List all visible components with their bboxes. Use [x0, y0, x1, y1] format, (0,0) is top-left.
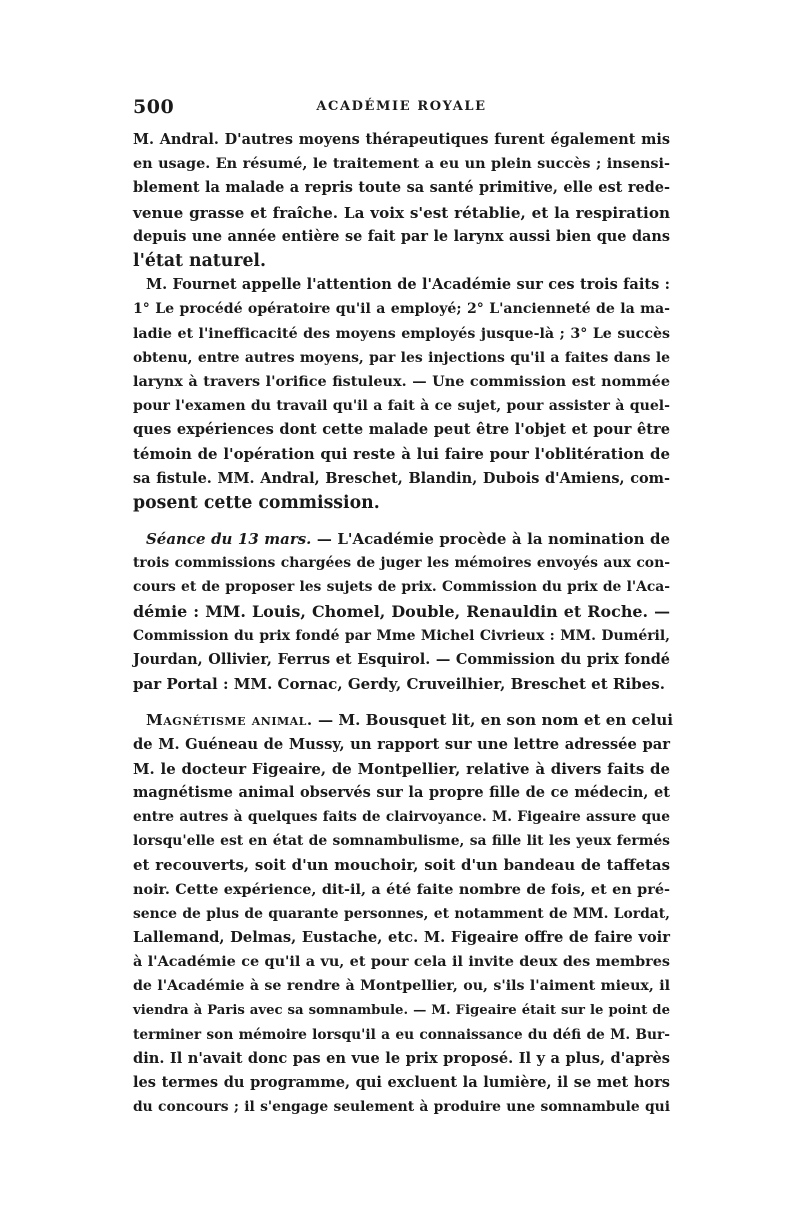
- text-line: du concours ; il s'engage seulement à produire une somnambule qui: [133, 1099, 670, 1116]
- text-line: [133, 708, 674, 732]
- text-line: les termes du programme, qui excluent la lumière, il se met hors: [133, 1074, 670, 1092]
- text-line: ques expériences dont cette malade peut être l'objet et pour être: [133, 421, 670, 439]
- text-line: sa fistule. MM. Andral, Breschet, Blandin, Dubois d'Amiens, com-: [133, 469, 670, 487]
- section-lead: Séance du 13 mars.: [146, 530, 312, 548]
- text-line: démie : MM. Louis, Chomel, Double, Renauldin et Roche. —: [133, 601, 670, 621]
- section-lead: Magnétisme animal.: [146, 711, 313, 730]
- text-line: à l'Académie ce qu'il a vu, et pour cela il invite deux des membres: [133, 953, 670, 971]
- text-run: — M. Bousquet lit, en son nom et en celui: [312, 711, 674, 730]
- text-line: cours et de proposer les sujets de prix. Commission du prix de l'Aca-: [133, 579, 670, 596]
- text-line: et recouverts, soit d'un mouchoir, soit d'un bandeau de taffetas: [133, 856, 670, 875]
- text-line: larynx à travers l'orifice fistuleux. — Une commission est nommée: [133, 372, 670, 390]
- text-line: magnétisme animal observés sur la propre fille de ce médecin, et: [133, 783, 670, 801]
- body-text: [133, 128, 674, 1120]
- text-line: depuis une année entière se fait par le larynx aussi bien que dans: [133, 227, 670, 245]
- text-line: témoin de l'opération qui reste à lui faire pour l'oblitération de: [133, 445, 670, 464]
- text-line: M. Fournet appelle l'attention de l'Académie sur ces trois faits :: [146, 276, 670, 294]
- paragraph: [133, 527, 670, 696]
- text-line: de M. Guéneau de Mussy, un rapport sur une lettre adressée par: [133, 735, 670, 753]
- page-number: 500: [133, 96, 175, 118]
- text-line: pour l'examen du travail qu'il a fait à ce sujet, pour assister à quel-: [133, 398, 670, 415]
- text-line: par Portal : MM. Cornac, Gerdy, Cruveilhier, Breschet et Ribes.: [133, 675, 665, 694]
- text-line: Commission du prix fondé par Mme Michel Civrieux : MM. Duméril,: [133, 627, 670, 644]
- text-line: M. le docteur Figeaire, de Montpellier, relative à divers faits de: [133, 759, 670, 778]
- text-line: obtenu, entre autres moyens, par les injections qu'il a faites dans le: [133, 349, 670, 366]
- text-line: trois commissions chargées de juger les mémoires envoyés aux con-: [133, 555, 670, 572]
- paragraph: [133, 708, 674, 1119]
- paragraph: [133, 128, 670, 273]
- running-title: ACADÉMIE ROYALE: [316, 99, 487, 114]
- text-run: — L'Académie procède à la nomination de: [311, 530, 670, 548]
- text-line: entre autres à quelques faits de clairvoyance. M. Figeaire assure que: [133, 809, 670, 826]
- text-line: M. Andral. D'autres moyens thérapeutiques furent également mis: [133, 131, 670, 148]
- text-line: terminer son mémoire lorsqu'il a eu connaissance du défi de M. Bur-: [133, 1026, 670, 1043]
- section-gap: [133, 696, 670, 708]
- text-line: blement la malade a repris toute sa santé primitive, elle est rede-: [133, 179, 670, 197]
- text-line: sence de plus de quarante personnes, et notamment de MM. Lordat,: [133, 905, 670, 922]
- text-line: posent cette commission.: [133, 492, 380, 513]
- text-line: ladie et l'inefficacité des moyens employés jusque-là ; 3° Le succès: [133, 325, 670, 342]
- text-line: 1° Le procédé opératoire qu'il a employé; 2° L'ancienneté de la ma-: [133, 301, 670, 318]
- text-line: Jourdan, Ollivier, Ferrus et Esquirol. — Commission du prix fondé: [133, 650, 670, 668]
- text-line: venue grasse et fraîche. La voix s'est rétablie, et la respiration: [133, 203, 670, 222]
- text-line: Lallemand, Delmas, Eustache, etc. M. Figeaire offre de faire voir: [133, 929, 670, 946]
- text-line: [133, 527, 670, 551]
- paragraph: [133, 273, 670, 515]
- text-line: l'état naturel.: [133, 250, 267, 271]
- text-line: de l'Académie à se rendre à Montpellier, ou, s'ils l'aiment mieux, il: [133, 978, 670, 995]
- section-gap: [133, 515, 670, 527]
- text-line: lorsqu'elle est en état de somnambulisme, sa fille lit les yeux fermés: [133, 833, 670, 850]
- text-line: noir. Cette expérience, dit-il, a été faite nombre de fois, et en pré-: [133, 880, 670, 898]
- text-line: viendra à Paris avec sa somnambule. — M. Figeaire était sur le point de: [133, 1002, 670, 1018]
- text-line: en usage. En résumé, le traitement a eu un plein succès ; insensi-: [133, 155, 670, 173]
- page-header: [133, 96, 670, 120]
- text-line: din. Il n'avait donc pas en vue le prix proposé. Il y a plus, d'après: [133, 1049, 670, 1067]
